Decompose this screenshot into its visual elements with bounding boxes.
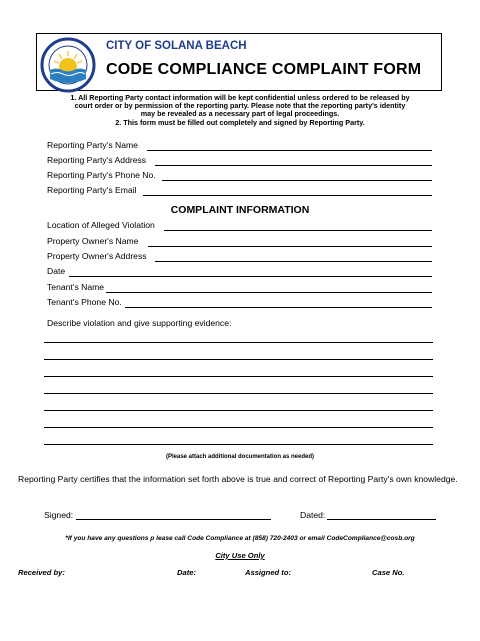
reporting-address-field[interactable]	[155, 165, 432, 166]
owner-name-field[interactable]	[148, 246, 432, 247]
contact-note: *If you have any questions p lease call Code Compliance at (858) 720-2403 or email CodeCompliance@cosb.org	[65, 535, 415, 542]
tenant-phone-field[interactable]	[125, 307, 432, 308]
complaint-section-title: COMPLAINT INFORMATION	[170, 204, 310, 216]
dated-label: Dated:	[300, 510, 326, 520]
owner-address-field[interactable]	[155, 261, 432, 262]
owner-address-label: Property Owner's Address	[47, 251, 147, 261]
signed-label: Signed:	[44, 510, 74, 520]
tenant-phone-label: Tenant's Phone No.	[47, 297, 122, 307]
reporting-phone-field[interactable]	[162, 180, 432, 181]
case-number-label: Case No.	[372, 568, 405, 577]
received-by-label: Received by:	[18, 568, 65, 577]
signature-field[interactable]	[76, 519, 271, 520]
owner-name-label: Property Owner's Name	[47, 236, 139, 246]
location-field[interactable]	[164, 230, 432, 231]
description-line[interactable]	[44, 410, 433, 411]
tenant-name-field[interactable]	[106, 292, 432, 293]
note-1-line-1: 1. All Reporting Party contact information will be kept confidential unless ordered to be released by	[70, 93, 410, 102]
city-use-heading: City Use Only	[215, 551, 265, 560]
reporting-name-label: Reporting Party's Name	[47, 140, 138, 150]
reporting-address-label: Reporting Party's Address	[47, 155, 147, 165]
note-2: 2. This form must be filled out completely and signed by Reporting Party.	[115, 118, 365, 127]
reporting-email-label: Reporting Party's Email	[47, 185, 137, 195]
note-1-line-3: may be revealed as a necessary part of legal proceedings.	[140, 109, 340, 118]
description-line[interactable]	[44, 393, 433, 394]
assigned-to-label: Assigned to:	[245, 568, 291, 577]
city-date-label: Date:	[177, 568, 196, 577]
description-line[interactable]	[44, 359, 433, 360]
note-1-line-2: court order or by permission of the reporting party. Please note that the reporting party's identity	[74, 101, 406, 110]
date-label: Date	[47, 266, 66, 276]
reporting-name-field[interactable]	[147, 150, 432, 151]
tenant-name-label: Tenant's Name	[47, 282, 105, 292]
certification-text: Reporting Party certifies that the information set forth above is true and correct of Reporting Party's own knowledge.	[18, 474, 458, 484]
description-label: Describe violation and give supporting evidence:	[47, 318, 232, 328]
reporting-phone-label: Reporting Party's Phone No.	[47, 170, 156, 180]
city-name: CITY OF SOLANA BEACH	[106, 40, 247, 52]
description-line[interactable]	[44, 444, 433, 445]
dated-field[interactable]	[327, 519, 436, 520]
attach-note: (Please attach additional documentation as needed)	[165, 454, 315, 460]
description-line[interactable]	[44, 427, 433, 428]
location-label: Location of Alleged Violation	[47, 220, 155, 230]
description-line[interactable]	[44, 376, 433, 377]
date-field[interactable]	[69, 276, 432, 277]
reporting-email-field[interactable]	[143, 195, 432, 196]
city-seal-logo	[40, 37, 96, 93]
form-title: CODE COMPLIANCE COMPLAINT FORM	[106, 61, 422, 78]
description-line[interactable]	[44, 342, 433, 343]
